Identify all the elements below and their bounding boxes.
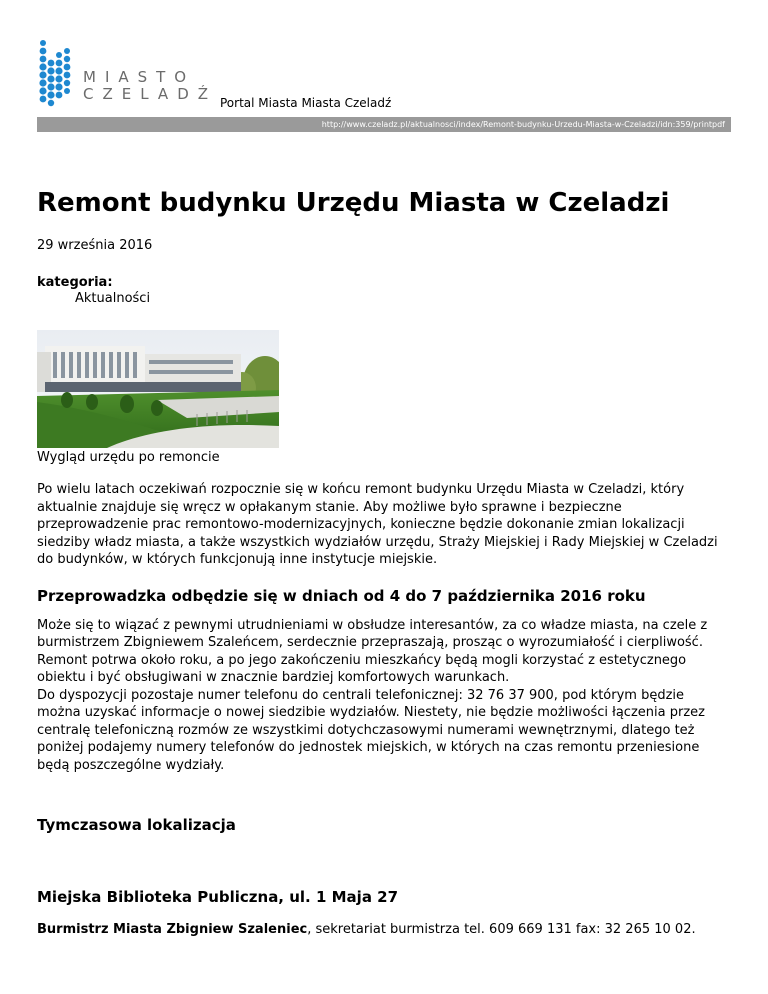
article-title: Remont budynku Urzędu Miasta w Czeladzi: [37, 188, 670, 218]
city-logo: [37, 37, 217, 109]
article: [37, 186, 731, 937]
body-paragraph-part-2: Do dyspozycji pozostaje numer telefonu do centrali telefonicznej: 32 76 37 900, pod którym będzie można uzyskać informacje o nowej siedzibie wydziałów. Niestety, nie będzie możliwości łączenia przez centralę telefoniczną rozmów ze wszystkimi dotychczasowymi numerami wewnętrznymi, dlatego też poniżej podajemy numery telefonów do jednostek miejskich, w których na czas remontu przeniesione będą poszczególne wydziały.: [37, 687, 705, 773]
section-heading-move: Przeprowadzka odbędzie się w dniach od 4 do 7 października 2016 roku: [37, 586, 646, 605]
source-url[interactable]: http://www.czeladz.pl/aktualnosci/index/Remont-budynku-Urzedu-Miasta-w-Czeladzi/idn:359/printpdf: [37, 117, 731, 132]
category-value[interactable]: Aktualności: [75, 291, 151, 306]
article-date: 29 września 2016: [37, 238, 153, 253]
section-heading-temporary-location: Tymczasowa lokalizacja: [37, 816, 236, 834]
city-hall-rendering-image: [37, 330, 279, 448]
body-paragraph-part-1: Może się to wiązać z pewnymi utrudnieniami w obsłudze interesantów, za co władze miasta, na czele z burmistrzem Zbigniewem Szaleńcem, serdecznie przepraszają, prosząc o wyrozumiałość i cierpliwość. Remont potrwa około roku, a po jego zakończeniu mieszkańcy będą mogli korzystać z estetycznego obiektu i być obsługiwani w znacznie bardziej komfortowych warunkach.: [37, 617, 708, 685]
logo-line-1: MIASTO: [83, 68, 196, 86]
section-heading-library: Miejska Biblioteka Publiczna, ul. 1 Maja 27: [37, 888, 399, 906]
portal-title: Portal Miasta Miasta Czeladź: [220, 96, 392, 110]
body-paragraph: [37, 617, 731, 775]
logo-line-2: CZELADŹ: [83, 85, 218, 103]
intro-paragraph: Po wielu latach oczekiwań rozpocznie się w końcu remont budynku Urzędu Miasta w Czeladzi, który aktualnie znajduje się wręcz w opłakanym stanie. Aby możliwe było sprawne i bezpieczne przeprowadzenie prac remontowo-modernizacyjnych, konieczne będzie dokonanie zmian lokalizacji siedziby władz miasta, a także wszystkich wydziałów urzędu, Straży Miejskiej i Rady Miejskiej w Czeladzi do budynków, w których funkcjonują inne instytucje miejskie.: [37, 482, 718, 567]
mayor-contact: [37, 922, 731, 937]
image-caption: Wygląd urzędu po remoncie: [37, 450, 220, 465]
mayor-contact-details: , sekretariat burmistrza tel. 609 669 131 fax: 32 265 10 02.: [307, 922, 696, 937]
logo-text: [83, 69, 217, 103]
mayor-name: Burmistrz Miasta Zbigniew Szaleniec: [37, 922, 308, 937]
category-label: kategoria:: [37, 275, 113, 290]
logo-dots-icon: [37, 37, 81, 109]
